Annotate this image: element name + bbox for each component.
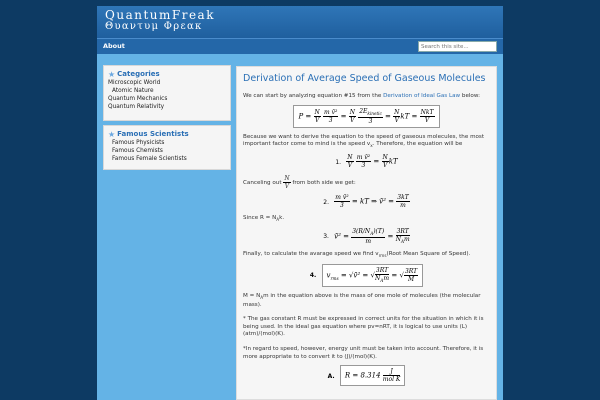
site-title[interactable]: QuantumFreak — [105, 8, 215, 22]
equation-a: A. R = 8.314 $\frac{J}{\text{mol K}}$ — [243, 365, 490, 386]
equation-3: 3. v̄² = $\frac{3(R/N_A)(T)}{m}$ = $\frac{3RT}{N_Am}$ — [323, 227, 410, 245]
sidebar-item-famous-physicists[interactable]: Famous Physicists — [112, 140, 165, 146]
nav-about-link[interactable]: About — [103, 42, 125, 50]
star-icon: ★ — [108, 70, 116, 79]
site-header — [97, 6, 503, 38]
nav-bar — [97, 38, 503, 54]
sidebar-item-microscopic-world[interactable]: Microscopic World — [108, 80, 161, 86]
scientists-box — [103, 125, 231, 170]
finally-paragraph: Finally, to calculate the avarage speed we find $v_{rms}(Root$ Mean Square of Speed). — [243, 250, 471, 259]
ideal-gas-law-link[interactable]: Derivation of Ideal Gas Law — [383, 93, 461, 99]
sidebar-item-quantum-relativity[interactable]: Quantum Relativity — [108, 104, 165, 110]
equation-2: 2. $\frac{\text{m v̄²}}{3}$ = kT ⇒ v̄² = $\frac{3kT}{m}$ — [323, 194, 409, 210]
molar-mass-paragraph: $M = N_Am$ in the equation above is the mass of one mole of molecules (the molecular mass). — [243, 292, 481, 308]
since-paragraph: Since $R = N_Ak$. — [243, 215, 285, 223]
search-input[interactable] — [418, 41, 497, 52]
equation-15: P = $\frac{N}{V}$ $\frac{\text{m v̄²}}{3}$ = $\frac{N}{V}$ $\frac{2E_{kinetic}}{3}$ = $\frac{N}{V}$ kT = $\frac{\text{NkT}}{V}$ — [243, 105, 490, 128]
article-content — [236, 66, 497, 400]
star-icon: ★ — [108, 130, 116, 139]
sidebar — [103, 65, 231, 174]
categories-title: Categories — [117, 70, 160, 78]
sidebar-item-famous-chemists[interactable]: Famous Chemists — [112, 148, 163, 154]
sidebar-item-famous-female-scientists[interactable]: Famous Female Scientists — [112, 156, 187, 162]
main-area — [97, 54, 503, 400]
site-subtitle: Θυαντυμ Φρεακ — [105, 21, 203, 32]
sidebar-item-atomic-nature[interactable]: Atomic Nature — [112, 88, 154, 94]
categories-box — [103, 65, 231, 121]
equation-4: 4. $v_{rms}$ = √v̄² = √ $\frac{3RT}{N_Am}$ = √ $\frac{3RT}{M}$ — [243, 264, 490, 287]
because-paragraph: Because we want to derive the equation to the speed of gaseous molecules, the most important factor come to mind is the speed $v_x$. Therefore, the equation will be — [243, 133, 485, 149]
gas-constant-paragraph: * The gas constant R must be expressed in correct units for the situation in which it is being used. In the ideal gas equation where pv=nRT, it is logical to use units (L)(atm)/(mol)(K). — [243, 316, 484, 338]
article-title: Derivation of Average Speed of Gaseous Molecules — [243, 73, 486, 84]
canceling-paragraph: Canceling out $\frac{N}{V}$ from both side we get: — [243, 175, 356, 191]
intro-paragraph: We can start by analyzing equation #15 from the Derivation of Ideal Gas Law below: — [243, 93, 481, 99]
scientists-title: Famous Scientists — [117, 130, 189, 138]
sidebar-item-quantum-mechanics[interactable]: Quantum Mechanics — [108, 96, 168, 102]
equation-1: 1. $\frac{N}{V}$ $\frac{\text{m v̄²}}{3}$ = $\frac{N}{V}$ kT — [335, 154, 398, 170]
page-wrapper — [97, 6, 503, 400]
speed-units-paragraph: *In regard to speed, however, energy unit must be taken into account. Therefore, it is more appropriate to to convert it to (J)/(mol)(K). — [243, 345, 484, 360]
